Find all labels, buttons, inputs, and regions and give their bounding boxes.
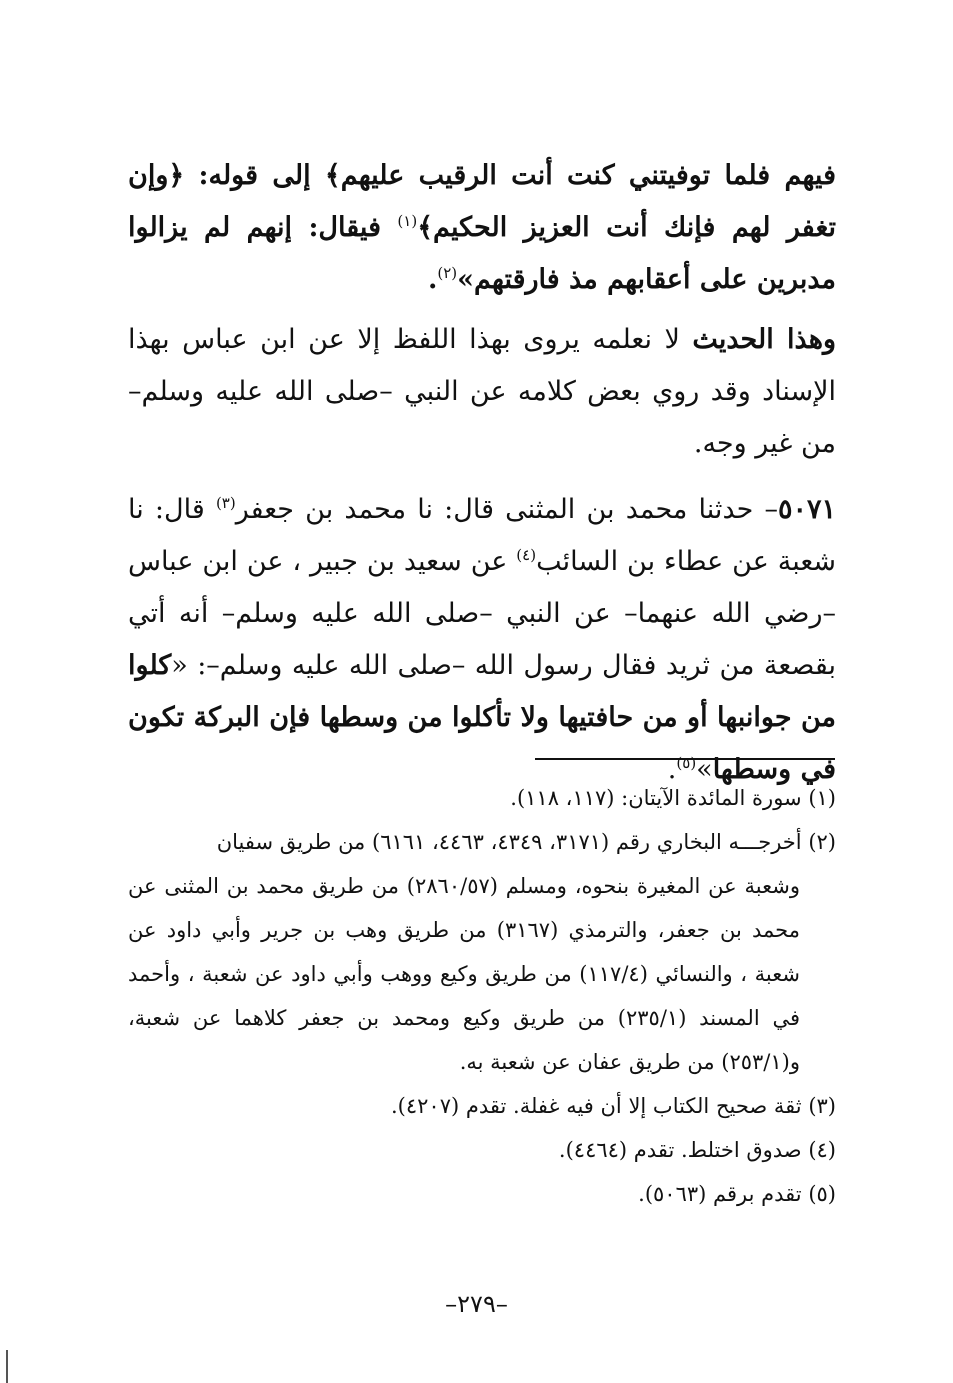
footnote-text: ثقة صحيح الكتاب إلا أن فيه غفلة. تقدم (٤٢٠٧).: [391, 1094, 809, 1118]
footnote-ref-2[interactable]: (٢): [437, 264, 458, 282]
commentary-lead: وهذا الحديث: [692, 324, 836, 355]
text-span: .: [427, 264, 438, 295]
text-span: فيهم فلما توفيتني كنت أنت الرقيب عليهم﴾ إلى قوله: ﴿وإن تغفر لهم فإنك أنت العزيز الحكيم﴾: [128, 160, 836, 243]
footnote-text: تقدم برقم (٥٠٦٣).: [638, 1182, 809, 1206]
footnote-4: [128, 1128, 836, 1172]
text-span: عن سعيد بن جبير ، عن ابن عباس –رضي الله عنهما– عن النبي –صلى الله عليه وسلم– أنه أتي بقصعة من ثريد فقال رسول الله –صلى الله عليه وسلم–: «: [128, 546, 836, 681]
footnote-number: (٢): [808, 830, 836, 854]
text-span: .: [667, 754, 677, 785]
text-span: لا نعلمه يروى بهذا اللفظ إلا عن ابن عباس بهذا الإسناد وقد روي بعض كلامه عن النبي –صلى الله عليه وسلم– من غير وجه.: [128, 324, 836, 459]
footnotes: [128, 776, 836, 1216]
footnote-divider: [535, 758, 835, 760]
footnote-ref-5[interactable]: (٥): [676, 754, 697, 772]
paragraph-commentary: [128, 314, 836, 470]
paragraph-hadith: [128, 484, 836, 796]
footnote-number: (٤): [808, 1138, 836, 1162]
footnote-number: (١): [808, 786, 836, 810]
footnote-text: أخرجـــه البخاري رقم (٣١٧١، ٤٣٤٩، ٤٤٦٣، ٦١٦١) من طريق سفيان: [216, 830, 809, 854]
footnote-ref-1[interactable]: (١): [397, 212, 418, 230]
footnote-ref-4[interactable]: (٤): [516, 546, 537, 564]
footnote-number: (٣): [808, 1094, 836, 1118]
page-number: –٢٧٩–: [445, 1290, 508, 1318]
main-text: [128, 150, 836, 804]
hadith-quote: كلوا من جوانبها أو من حافتيها ولا تأكلوا من وسطها فإن البركة تكون في وسطها: [128, 650, 836, 785]
paragraph-continuation: [128, 150, 836, 306]
scan-edge-mark: [6, 1350, 8, 1383]
footnote-1: [128, 776, 836, 820]
footnote-number: (٥): [808, 1182, 836, 1206]
text-span: »: [696, 754, 713, 785]
footnote-ref-3[interactable]: (٣): [215, 494, 236, 512]
hadith-number: ٥٠٧١: [777, 494, 836, 525]
footnote-2: [128, 820, 836, 1084]
text-span: – حدثنا محمد بن المثنى قال: نا محمد بن جعفر: [235, 494, 778, 525]
footnote-text: سورة المائدة الآيتان: (١١٧، ١١٨).: [510, 786, 809, 810]
text-span: قال: نا شعبة عن عطاء بن السائب: [128, 494, 836, 577]
footnote-5: [128, 1172, 836, 1216]
text-span: فيقال: إنهم لم يزالوا مدبرين على أعقابهم مذ فارقتهم»: [128, 212, 836, 295]
footnote-text: صدوق اختلط. تقدم (٤٤٦٤).: [558, 1138, 809, 1162]
footnote-text-continued: وشعبة عن المغيرة بنحوه، ومسلم (٢٨٦٠/٥٧) من طريق محمد بن المثنى عن محمد بن جعفر، والترمذي (٣١٦٧) من طريق وهب بن جرير وأبي داود عن شعبة ، والنسائي (١١٧/٤) من طريق وكيع ووهب وأبي داود عن شعبة ، وأحمد في المسند (٢٣٥/١) من طريق وكيع ومحمد بن جعفر كلاهما عن شعبة، و(٢٥٣/١) من طريق عفان عن شعبة به.: [128, 874, 800, 1074]
footnote-3: [128, 1084, 836, 1128]
